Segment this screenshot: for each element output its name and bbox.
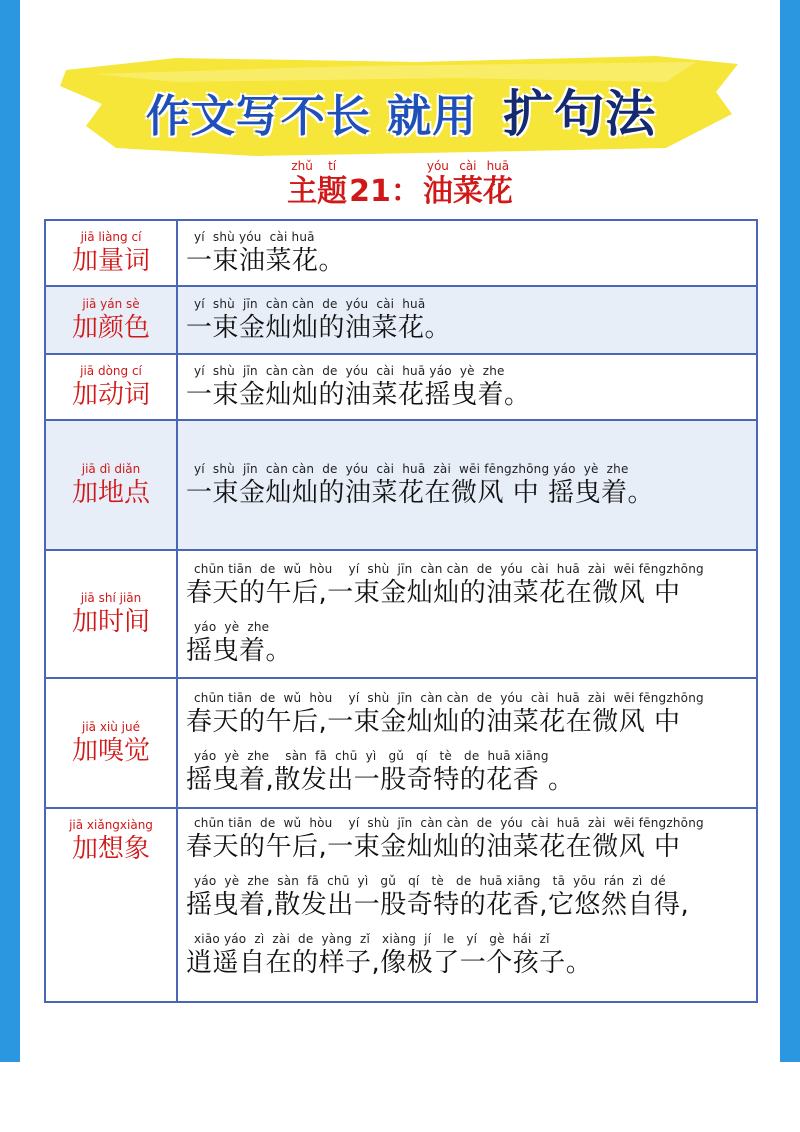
title-main: 作文写不长 就用 (145, 91, 478, 142)
sentence-text: 一束金灿灿的油菜花。 (186, 312, 452, 343)
row-label (46, 679, 178, 807)
title-banner (56, 52, 746, 162)
row-content (178, 287, 756, 353)
label-text: 加时间 (71, 607, 150, 637)
row-content (178, 355, 756, 419)
sentence-pinyin: chūn tiān de wǔ hòu yí shù jīn càn càn de yóu cài huā zài wēi fēngzhōng (194, 690, 704, 705)
label-text: 加想象 (71, 834, 150, 864)
row-content (178, 421, 756, 549)
table-row (46, 809, 756, 1001)
table-row (46, 355, 756, 421)
topic-char: tí 题 (317, 159, 348, 209)
row-label (46, 551, 178, 677)
sentence-text: 一束金灿灿的油菜花摇曳着。 (186, 379, 531, 410)
sentence-pinyin: chūn tiān de wǔ hòu yí shù jīn càn càn de yóu cài huā zài wēi fēngzhōng (194, 816, 704, 830)
sentence-pinyin: yáo yè zhe (194, 619, 270, 634)
sentence-text: 摇曳着。 (186, 635, 293, 666)
label-pinyin: jiā yán sè (82, 297, 140, 311)
sentence-pinyin: yí shù yóu cài huā (194, 229, 315, 244)
label-pinyin: jiā shí jiān (80, 591, 142, 605)
title-emphasis: 扩句法 (503, 85, 657, 143)
topic-char: zhǔ 主 (287, 159, 318, 209)
sentence-pinyin: yí shù jīn càn càn de yóu cài huā zài wēi fēngzhōng yáo yè zhe (194, 461, 629, 476)
label-pinyin: jiā liàng cí (80, 230, 142, 244)
sentence-text: 一束金灿灿的油菜花在微风 中 摇曳着。 (186, 477, 655, 508)
page-title (56, 74, 746, 146)
sentence-pinyin: yí shù jīn càn càn de yóu cài huā yáo yè zhe (194, 363, 505, 378)
row-label (46, 421, 178, 549)
table-row (46, 551, 756, 679)
label-pinyin: jiā dòng cí (80, 364, 142, 378)
label-pinyin: jiā xiǎngxiàng (69, 818, 153, 832)
sentence-text: 春天的午后,一束金灿灿的油菜花在微风 中 (186, 706, 681, 737)
table-row (46, 421, 756, 551)
row-label (46, 355, 178, 419)
label-pinyin: jiā xiù jué (81, 720, 140, 734)
sentence-text: 一束油菜花。 (186, 245, 346, 276)
topic-char: yóu 油 (422, 159, 453, 209)
topic-char: huā 花 (482, 159, 513, 209)
row-label (46, 287, 178, 353)
row-label (46, 809, 178, 1001)
label-text: 加地点 (71, 478, 150, 508)
sentence-text: 逍遥自在的样子,像极了一个孩子。 (186, 948, 593, 978)
row-label (46, 221, 178, 285)
sentence-text: 春天的午后,一束金灿灿的油菜花在微风 中 (186, 832, 681, 862)
sentence-text: 摇曳着,散发出一股奇特的花香,它悠然自得, (186, 890, 690, 920)
row-content (178, 221, 756, 285)
topic-number: 21： (349, 174, 421, 209)
table-row (46, 221, 756, 287)
expansion-table (44, 219, 758, 1003)
topic-char: cài 菜 (452, 159, 483, 209)
row-content (178, 679, 756, 807)
label-text: 加量词 (71, 246, 150, 276)
sentence-pinyin: yáo yè zhe sàn fā chū yì gǔ qí tè de huā xiāng (194, 748, 549, 763)
label-text: 加嗅觉 (71, 736, 150, 766)
row-content (178, 809, 756, 1001)
sentence-text: 春天的午后,一束金灿灿的油菜花在微风 中 (186, 577, 681, 608)
sentence-pinyin: yí shù jīn càn càn de yóu cài huā (194, 296, 426, 311)
table-row (46, 287, 756, 355)
sentence-pinyin: yáo yè zhe sàn fā chū yì gǔ qí tè de huā xiāng tā yōu rán zì dé (194, 874, 666, 888)
label-pinyin: jiā dì diǎn (81, 462, 141, 476)
label-text: 加颜色 (71, 313, 150, 343)
sentence-pinyin: xiāo yáo zì zài de yàng zǐ xiàng jí le yí gè hái zǐ (194, 932, 550, 946)
topic-heading (0, 158, 800, 210)
sentence-pinyin: chūn tiān de wǔ hòu yí shù jīn càn càn de yóu cài huā zài wēi fēngzhōng (194, 561, 704, 576)
table-row (46, 679, 756, 809)
row-content (178, 551, 756, 677)
label-text: 加动词 (71, 380, 150, 410)
sentence-text: 摇曳着,散发出一股奇特的花香 。 (186, 764, 575, 795)
